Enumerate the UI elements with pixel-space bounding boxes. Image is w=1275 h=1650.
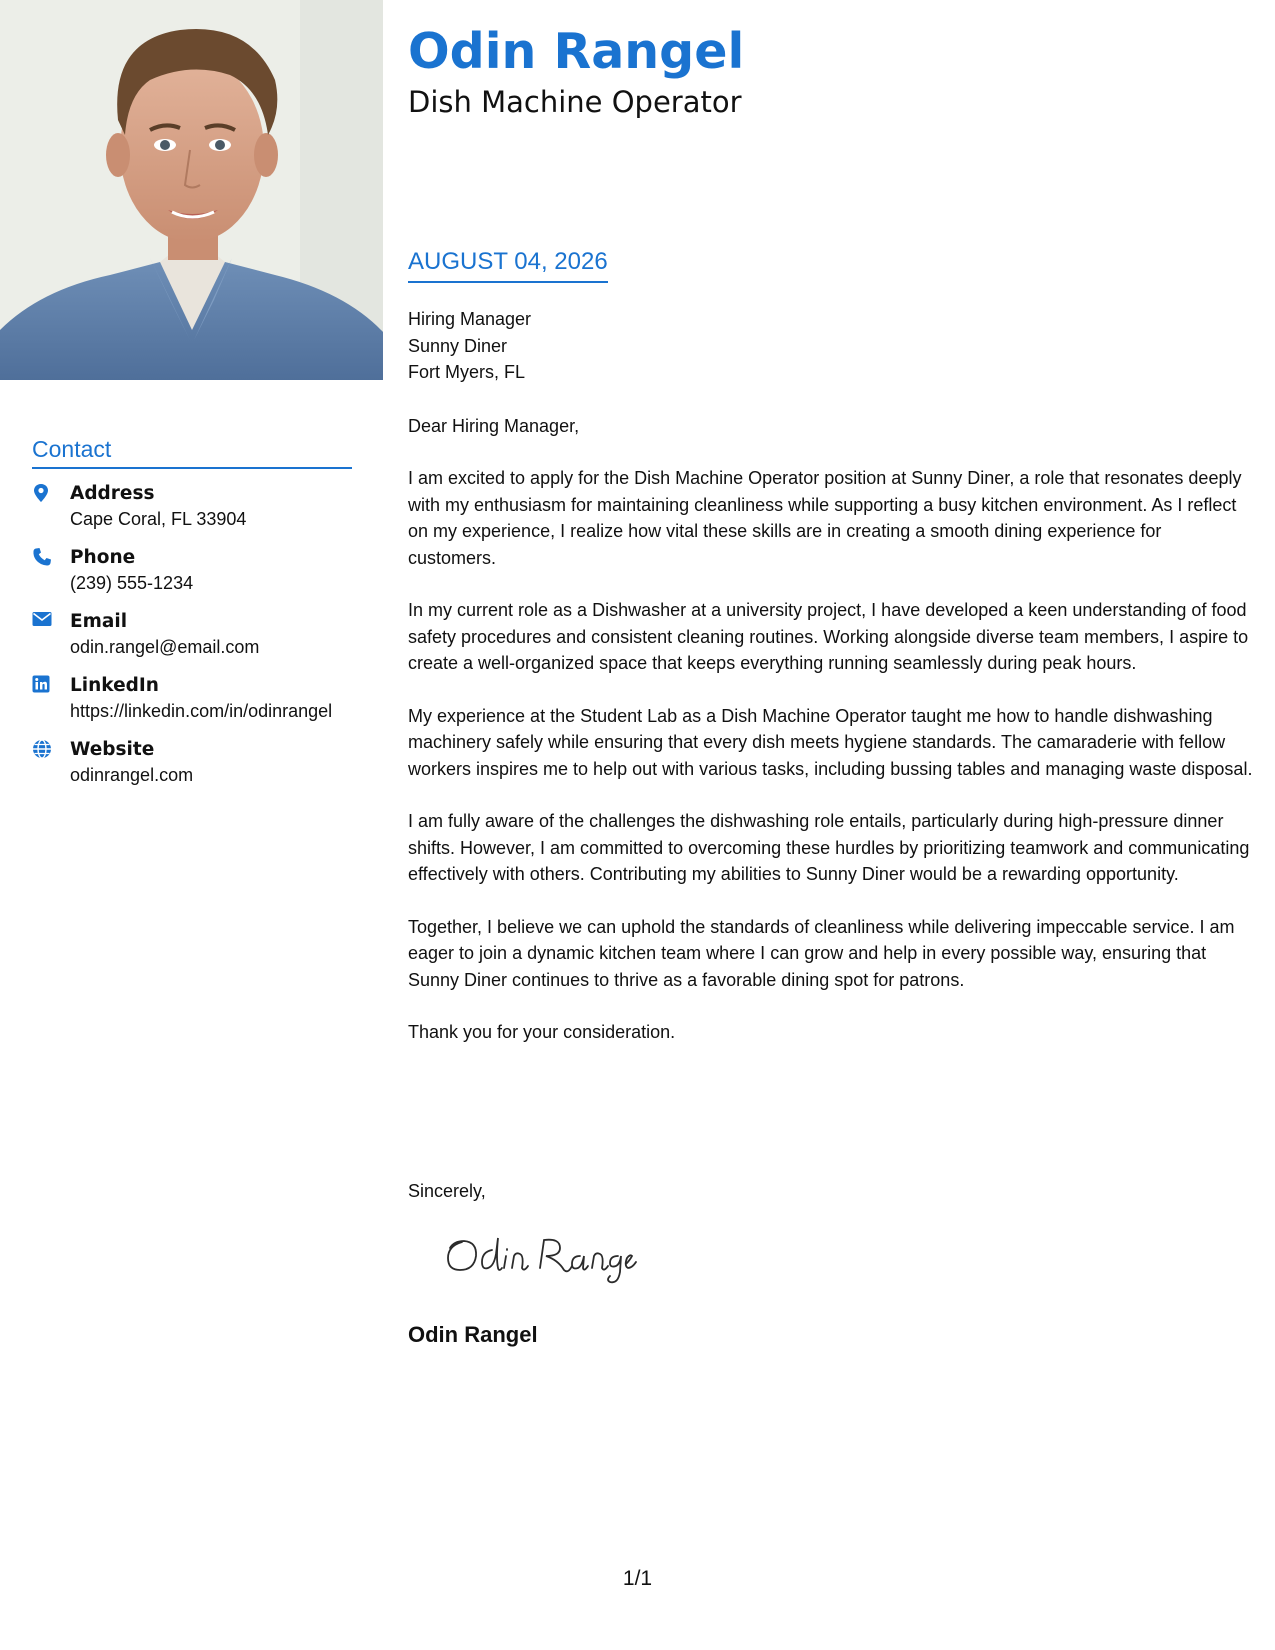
- profile-photo: [0, 0, 383, 380]
- contact-heading: Contact: [32, 436, 352, 469]
- closing: Sincerely,: [408, 1181, 486, 1201]
- contact-website-link[interactable]: odinrangel.com: [70, 765, 194, 785]
- contact-label: Phone: [70, 547, 136, 568]
- contact-item-linkedin: [32, 673, 352, 724]
- letter-paragraph: Together, I believe we can uphold the standards of cleanliness while delivering impeccable service. I am eager to join a dynamic kitchen team where I can grow and help in every possible way, ensuring that Sunny Diner continues to thrive as a favorable dining spot for patrons.: [408, 916, 1235, 990]
- contact-email-link[interactable]: odin.rangel@email.com: [70, 637, 260, 657]
- recipient-line: Fort Myers, FL: [408, 362, 526, 382]
- signed-name: Odin Rangel: [408, 1322, 538, 1347]
- contact-linkedin-link[interactable]: https://linkedin.com/in/odinrangel: [70, 701, 333, 721]
- letter-paragraph: I am excited to apply for the Dish Machine Operator position at Sunny Diner, a role that resonates deeply with my enthusiasm for maintaining cleanliness while supporting a busy kitchen environment. As I reflect on my experience, I realize how vital these skills are in creating a smooth dining experience for customers.: [408, 468, 1242, 568]
- contact-label: Address: [70, 483, 155, 504]
- contact-section: [32, 436, 352, 801]
- letter-paragraph: Thank you for your consideration.: [408, 1022, 676, 1042]
- globe-icon: [32, 737, 70, 788]
- contact-value: Cape Coral, FL 33904: [70, 509, 247, 529]
- contact-label: Email: [70, 611, 128, 632]
- contact-item-phone: [32, 545, 352, 596]
- linkedin-icon: [32, 673, 70, 724]
- contact-item-address: [32, 481, 352, 532]
- letter-paragraph: I am fully aware of the challenges the dishwashing role entails, particularly during high-pressure dinner shifts. However, I am committed to overcoming these hurdles by prioritizing teamwork and communicating effectively with others. Contributing my abilities to Sunny Diner would be a rewarding opportunity.: [408, 811, 1250, 884]
- handwritten-signature: [440, 1228, 640, 1288]
- location-pin-icon: [32, 481, 70, 532]
- letter-body: [408, 306, 1253, 1046]
- recipient-block: [408, 306, 1253, 386]
- phone-icon: [32, 545, 70, 596]
- greeting: Dear Hiring Manager,: [408, 415, 580, 436]
- letter-date: AUGUST 04, 2026: [408, 248, 608, 283]
- contact-label: Website: [70, 739, 155, 760]
- contact-label: LinkedIn: [70, 675, 159, 696]
- header: [408, 22, 1228, 120]
- recipient-line: Sunny Diner: [408, 335, 508, 356]
- envelope-icon: [32, 609, 70, 660]
- contact-item-email: [32, 609, 352, 660]
- letter-paragraph: In my current role as a Dishwasher at a university project, I have developed a keen understanding of food safety procedures and consistent cleaning routines. Working alongside diverse team members, I aspire to create a well-organized space that keeps everything running seamlessly during peak hours.: [408, 600, 1249, 673]
- page-indicator: 1/1: [622, 1567, 653, 1590]
- applicant-name: Odin Rangel: [408, 23, 745, 80]
- job-title: Dish Machine Operator: [408, 85, 742, 119]
- letter-paragraph: My experience at the Student Lab as a Dish Machine Operator taught me how to handle dishwashing machinery safely while ensuring that every dish meets hygiene standards. The camaraderie with fellow workers inspires me to help out with various tasks, including bussing tables and managing waste disposal.: [408, 705, 1253, 779]
- recipient-line: Hiring Manager: [408, 309, 532, 329]
- contact-item-website: [32, 737, 352, 788]
- contact-value: (239) 555-1234: [70, 573, 194, 593]
